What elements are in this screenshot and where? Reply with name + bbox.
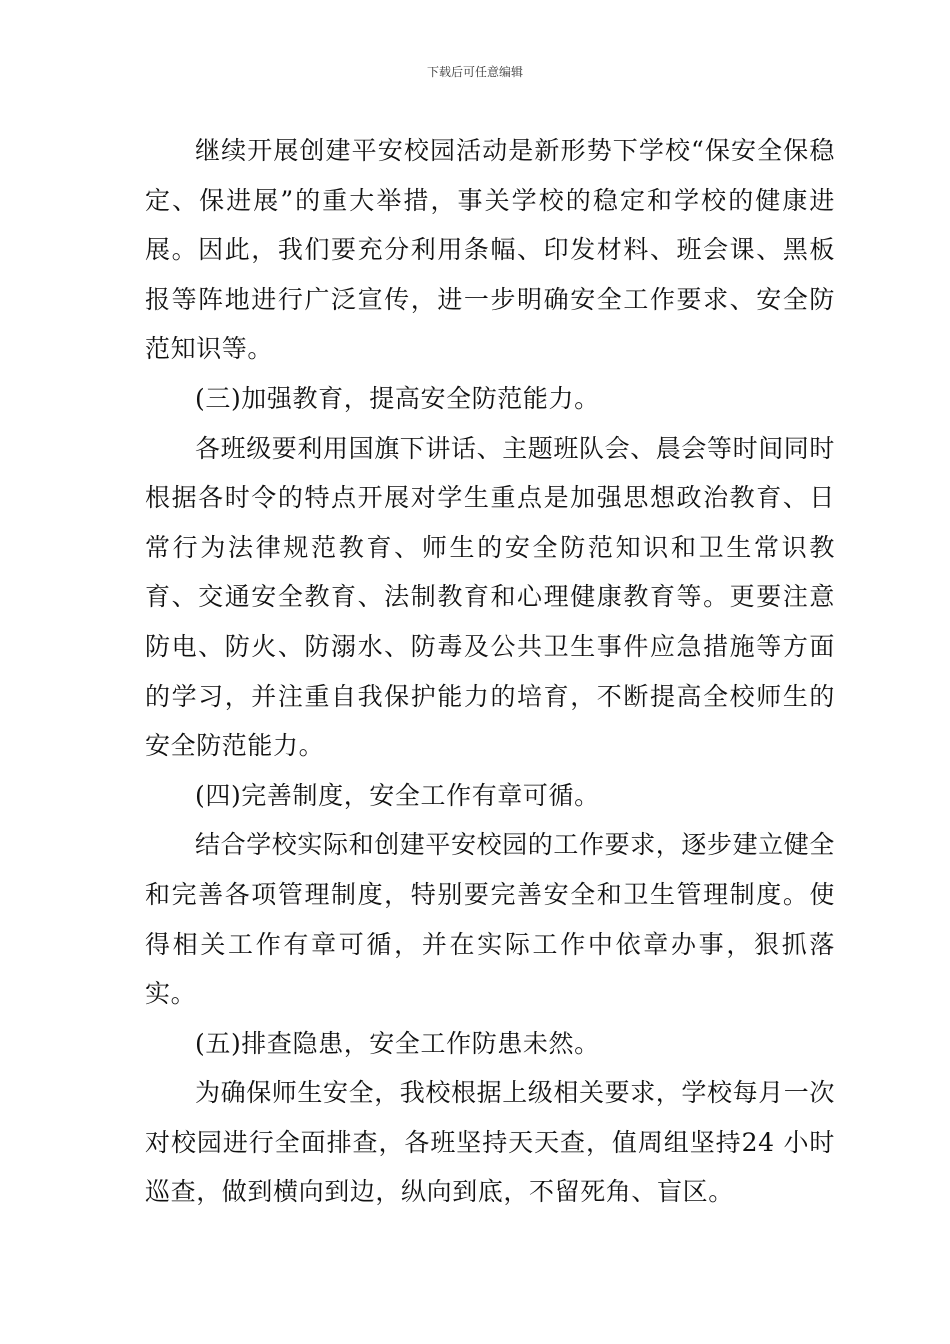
section-heading-systems: (四)完善制度，安全工作有章可循。	[195, 780, 600, 810]
document-body	[145, 126, 835, 1217]
paragraph-education: 各班级要利用国旗下讲话、主题班队会、晨会等时间同时根据各时令的特点开展对学生重点是加强思想政治教育、日常行为法律规范教育、师生的安全防范知识和卫生常识教育、交通安全教育、法制教育和心理健康教育等。更要注意防电、防火、防溺水、防毒及公共卫生事件应急措施等方面的学习，并注重自我保护能力的培育，不断提高全校师生的安全防范能力。	[145, 433, 836, 761]
paragraph-campaign-publicity: 继续开展创建平安校园活动是新形势下学校“保安全保稳定、保进展”的重大举措，事关学校的稳定和学校的健康进展。因此，我们要充分利用条幅、印发材料、班会课、黑板报等阵地进行广泛宣传，进一步明确安全工作要求、安全防范知识等。	[145, 136, 835, 364]
section-heading-education: (三)加强教育，提高安全防范能力。	[195, 383, 600, 413]
page-header-note: 下载后可任意编辑	[426, 65, 523, 79]
paragraph-systems: 结合学校实际和创建平安校园的工作要求，逐步建立健全和完善各项管理制度，特别要完善安全和卫生管理制度。使得相关工作有章可循，并在实际工作中依章办事，狠抓落实。	[145, 830, 836, 1009]
paragraph-hazards: 为确保师生安全，我校根据上级相关要求，学校每月一次对校园进行全面排查，各班坚持天天查，值周组坚持24 小时巡查，做到横向到边，纵向到底，不留死角、盲区。	[145, 1078, 836, 1207]
section-heading-hazards: (五)排查隐患，安全工作防患未然。	[195, 1028, 600, 1058]
